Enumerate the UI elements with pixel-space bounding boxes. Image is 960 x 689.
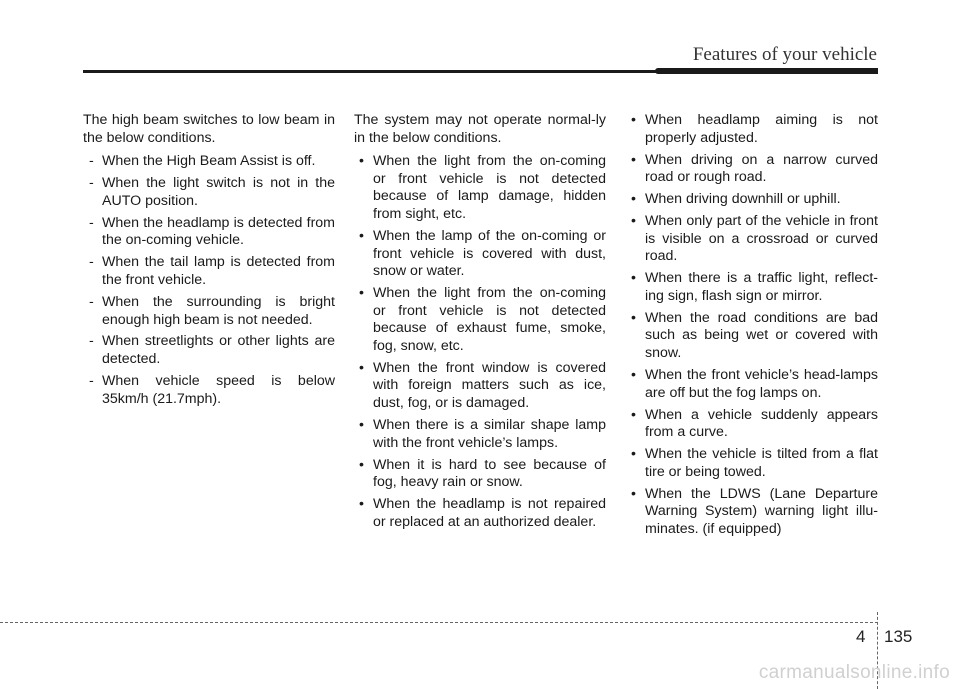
list-item: • When the light from the on-coming or front vehicle is not detected because of exhaust fume, smoke, fog, snow, etc. <box>354 285 606 355</box>
list-item: - When the surrounding is bright enough high beam is not needed. <box>83 294 335 329</box>
high-beam-switch-conditions-list <box>83 153 335 408</box>
list-item: • When the front vehicle’s head-lamps are off but the fog lamps on. <box>626 367 878 402</box>
column-2-intro: The system may not operate normal-ly in the below conditions. <box>354 112 606 146</box>
list-item: • When the front window is covered with foreign matters such as ice, dust, fog, or is damaged. <box>354 360 606 413</box>
list-item: • When driving on a narrow curved road or rough road. <box>626 152 878 187</box>
list-item: • When the LDWS (Lane Departure Warning System) warning light illu-minates. (if equipped) <box>626 486 878 539</box>
column-1-intro: The high beam switches to low beam in the below conditions. <box>83 112 335 146</box>
section-title: Features of your vehicle <box>692 44 877 65</box>
list-item: • When there is a traffic light, reflect-ing sign, flash sign or mirror. <box>626 270 878 305</box>
list-item: • When the road conditions are bad such as being wet or covered with snow. <box>626 310 878 363</box>
list-item: - When the light switch is not in the AUTO position. <box>83 175 335 210</box>
list-item: - When vehicle speed is below 35km/h (21.7mph). <box>83 373 335 408</box>
system-limitations-list-continued <box>626 112 878 539</box>
header-rule-accent <box>655 68 878 74</box>
list-item: - When the High Beam Assist is off. <box>83 153 335 171</box>
list-item: • When the lamp of the on-coming or front vehicle is covered with dust, snow or water. <box>354 228 606 281</box>
list-item: • When the headlamp is not repaired or replaced at an authorized dealer. <box>354 496 606 531</box>
list-item: • When it is hard to see because of fog, heavy rain or snow. <box>354 457 606 492</box>
watermark: carmanualsonline.info <box>758 662 950 683</box>
list-item: - When streetlights or other lights are detected. <box>83 333 335 368</box>
list-item: • When headlamp aiming is not properly adjusted. <box>626 112 878 147</box>
list-item: - When the tail lamp is detected from the front vehicle. <box>83 254 335 289</box>
list-item: • When the vehicle is tilted from a flat tire or being towed. <box>626 446 878 481</box>
list-item: • When there is a similar shape lamp with the front vehicle’s lamps. <box>354 417 606 452</box>
list-item: • When only part of the vehicle in front is visible on a crossroad or curved road. <box>626 213 878 266</box>
list-item: - When the headlamp is detected from the on-coming vehicle. <box>83 215 335 250</box>
list-item: • When the light from the on-coming or front vehicle is not detected because of lamp damage, hidden from sight, etc. <box>354 153 606 223</box>
list-item: • When a vehicle suddenly appears from a curve. <box>626 407 878 442</box>
column-3 <box>626 112 878 543</box>
system-limitations-list <box>354 153 606 531</box>
footer-rule <box>0 622 878 623</box>
page-number: 135 <box>884 627 913 646</box>
list-item: • When driving downhill or uphill. <box>626 191 878 209</box>
column-2 <box>354 112 606 536</box>
column-1 <box>83 112 335 413</box>
section-number: 4 <box>856 627 866 646</box>
